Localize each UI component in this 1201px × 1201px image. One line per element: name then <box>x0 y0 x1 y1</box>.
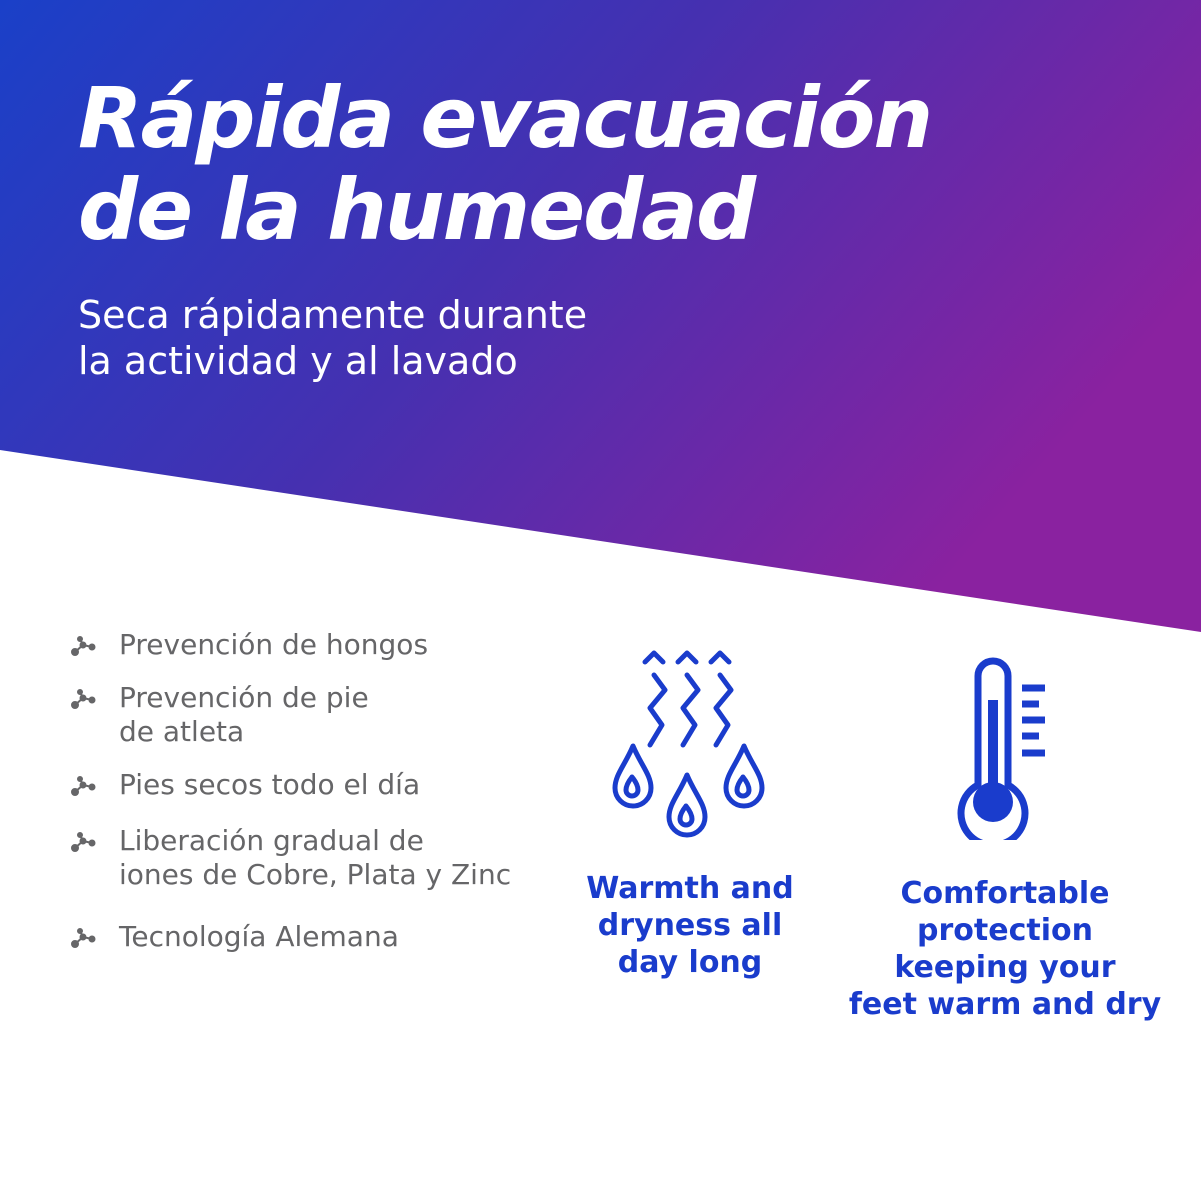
feature-label-line-2: iones de Cobre, Plata y Zinc <box>119 858 512 891</box>
molecule-icon <box>70 832 96 854</box>
caption-line-3: keeping your <box>894 950 1116 985</box>
page-subtitle <box>78 292 587 384</box>
feature-label-line-1: Prevención de pie <box>119 681 369 714</box>
caption-line-2: protection <box>917 913 1093 948</box>
caption-line-1: Warmth and <box>586 871 794 906</box>
thermometer-icon <box>955 655 1050 840</box>
protection-caption <box>845 875 1165 1023</box>
caption-line-4: feet warm and dry <box>848 987 1162 1022</box>
subtitle-line-1: Seca rápidamente durante <box>78 293 588 337</box>
feature-label: Tecnología Alemana <box>119 920 399 953</box>
feature-item-athletes-foot <box>70 681 570 749</box>
feature-list <box>70 628 570 954</box>
feature-item-dry-feet <box>70 768 570 802</box>
dryness-caption <box>570 870 810 981</box>
title-line-1: Rápida evacuación <box>78 69 932 167</box>
molecule-icon <box>70 928 96 950</box>
feature-label-line-1: Liberación gradual de <box>119 824 424 857</box>
molecule-icon <box>70 636 96 658</box>
title-line-2: de la humedad <box>78 161 755 259</box>
molecule-icon <box>70 689 96 711</box>
feature-item-ion-release <box>70 824 570 892</box>
page-title <box>78 69 932 259</box>
caption-line-2: dryness all <box>597 908 783 943</box>
feature-item-fungus-prevention <box>70 628 570 662</box>
feature-label: Pies secos todo el día <box>119 768 421 801</box>
feature-label: Prevención de hongos <box>119 628 429 661</box>
caption-line-1: Comfortable <box>900 876 1110 911</box>
feature-label-line-2: de atleta <box>119 715 245 748</box>
evaporating-droplets-icon <box>605 645 775 845</box>
molecule-icon <box>70 776 96 798</box>
subtitle-line-2: la actividad y al lavado <box>78 339 518 383</box>
caption-line-3: day long <box>617 945 763 980</box>
feature-item-german-technology <box>70 920 570 954</box>
